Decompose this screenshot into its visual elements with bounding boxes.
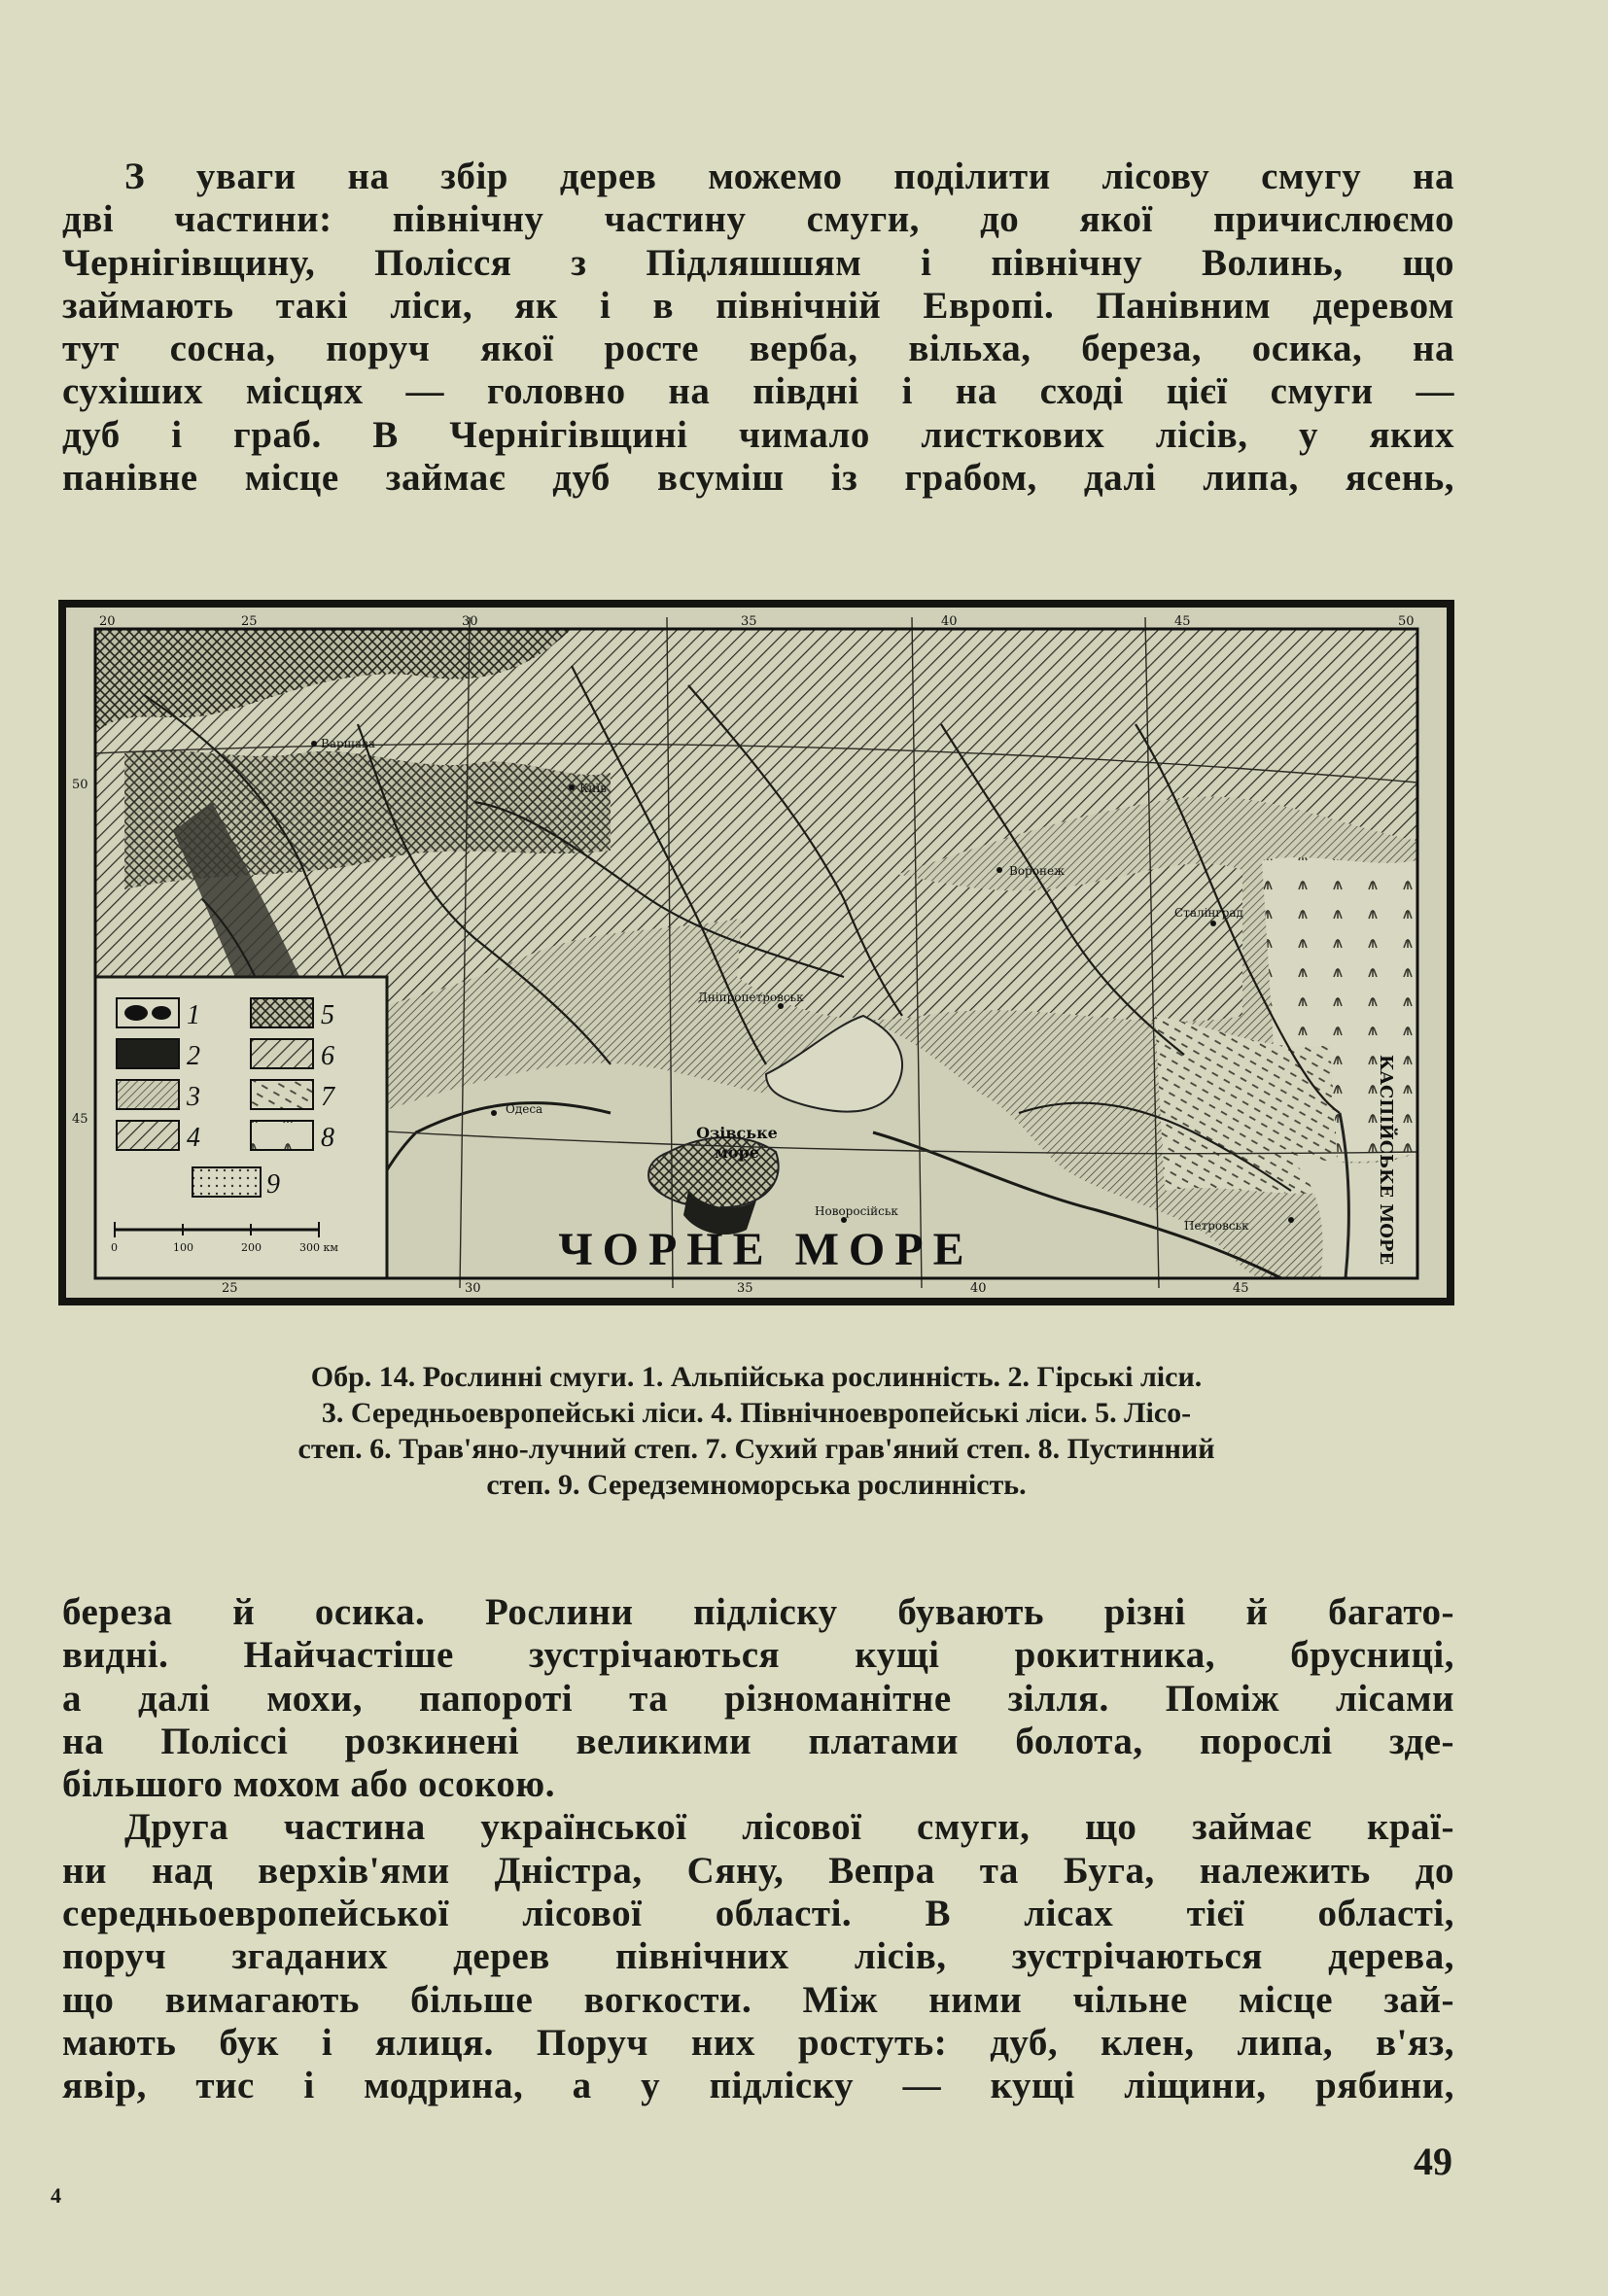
azov-sea-label: море xyxy=(715,1143,759,1162)
text-line: а далі мохи, папороті та різноманітне зілля. Поміж лісами xyxy=(62,1677,1454,1720)
map-place-label: Київ xyxy=(579,782,607,795)
text-line: Чернігівщину, Полісся з Підляшшям і північну Волинь, що xyxy=(62,241,1454,284)
text-line: сухіших місцях — головно на півдні і на сході цієї смуги — xyxy=(62,370,1454,413)
map-legend xyxy=(95,977,387,1278)
text-line: панівне місце займає дуб всуміш із грабом, далі липа, ясень, xyxy=(62,457,1454,500)
scale-label: 100 xyxy=(173,1241,193,1254)
map-place-label: Варшава xyxy=(321,737,375,750)
graticule-top: 40 xyxy=(941,614,958,629)
text-line: займають такі ліси, як і в північній Европі. Панівним деревом xyxy=(62,284,1454,327)
text-line: що вимагають більше вогкости. Між ними чільне місце зай- xyxy=(62,1978,1454,2021)
map-place-label: Одеса xyxy=(506,1102,543,1116)
text-line: ни над верхів'ями Дністра, Сяну, Вепра та Буга, належить до xyxy=(62,1849,1454,1892)
text-line: береза й осика. Рослини підліску бувають різні й багато- xyxy=(62,1591,1454,1633)
page-number: 49 xyxy=(1414,2139,1452,2183)
graticule-bottom: 35 xyxy=(737,1281,753,1296)
black-sea-label: ЧОРНЕ МОРЕ xyxy=(558,1224,974,1275)
legend-number: 5 xyxy=(321,1000,334,1030)
caption-line: степ. 9. Середземноморська рослинність. xyxy=(486,1469,1027,1501)
legend-number: 8 xyxy=(321,1123,334,1153)
map-place-label: Новоросійськ xyxy=(815,1204,898,1218)
text-line: видні. Найчастіше зустрічаються кущі рокитника, брусниці, xyxy=(62,1634,1454,1677)
figure-caption xyxy=(93,1359,1419,1503)
paragraph-forest-belt-intro xyxy=(62,156,1454,500)
graticule-top: 50 xyxy=(1398,614,1415,629)
text-line: на Поліссі розкинені великими платами болота, порослі зде- xyxy=(62,1720,1454,1762)
text-line: Друга частина української лісової смуги, що займає краї- xyxy=(124,1806,1454,1849)
text-line: більшого мохом або осокою. xyxy=(62,1763,555,1806)
text-line: дуб і граб. В Чернігівщині чимало листкових лісів, у яких xyxy=(62,413,1454,456)
text-line: явір, тис і модрина, а у підліску — кущі ліщини, рябини, xyxy=(62,2065,1454,2107)
caption-line: степ. 6. Трав'яно-лучний степ. 7. Сухий грав'яний степ. 8. Пустинний xyxy=(297,1433,1215,1465)
graticule-bottom: 40 xyxy=(970,1281,987,1296)
caption-line: Обр. 14. Рослинні смуги. 1. Альпійська рослинність. 2. Гірські ліси. xyxy=(310,1361,1203,1393)
map-place-label: Воронеж xyxy=(1009,864,1066,878)
signature-mark: 4 xyxy=(51,2183,61,2208)
legend-number: 4 xyxy=(187,1123,200,1153)
scale-label: 200 xyxy=(241,1241,262,1254)
map-place-label: Сталінград xyxy=(1174,906,1243,920)
legend-number: 2 xyxy=(187,1041,200,1071)
graticule-top: 35 xyxy=(741,614,757,629)
legend-number: 7 xyxy=(321,1082,334,1112)
graticule-bottom: 25 xyxy=(222,1281,238,1296)
text-line: дві частини: північну частину смуги, до якої причислюємо xyxy=(62,198,1454,241)
legend-number: 1 xyxy=(187,1000,200,1030)
scale-label: 300 км xyxy=(299,1241,338,1254)
text-line: мають бук і ялиця. Поруч них ростуть: дуб, клен, липа, в'яз, xyxy=(62,2021,1454,2064)
paragraph-undergrowth xyxy=(62,1591,1454,2108)
map-place-label: Петровськ xyxy=(1184,1219,1249,1233)
legend-number: 3 xyxy=(187,1082,200,1112)
text-line: середньоевропейської лісової області. В лісах тієї області, xyxy=(62,1893,1454,1935)
graticule-top: 30 xyxy=(462,614,478,629)
map-graphic xyxy=(66,608,1447,1298)
text-line: З уваги на збір дерев можемо поділити лісову смугу на xyxy=(124,156,1454,197)
graticule-bottom: 45 xyxy=(1233,1281,1249,1296)
map-place-label: Дніпропетровськ xyxy=(698,991,804,1004)
text-line: тут сосна, поруч якої росте верба, вільха, береза, осика, на xyxy=(62,328,1454,370)
scale-label: 0 xyxy=(111,1241,118,1254)
graticule-top: 45 xyxy=(1174,614,1191,629)
graticule-left: 45 xyxy=(72,1112,88,1127)
vegetation-zones-map xyxy=(58,600,1454,1305)
graticule-bottom: 30 xyxy=(465,1281,481,1296)
azov-sea-label: Озівське xyxy=(696,1124,778,1142)
legend-number: 6 xyxy=(321,1041,334,1071)
graticule-left: 50 xyxy=(72,778,88,792)
legend-number: 9 xyxy=(266,1169,280,1200)
text-line: поруч згаданих дерев північних лісів, зустрічаються дерева, xyxy=(62,1935,1454,1978)
graticule-top: 25 xyxy=(241,614,258,629)
caption-line: 3. Середньоевропейські ліси. 4. Північноевропейські ліси. 5. Лісо- xyxy=(321,1397,1192,1429)
graticule-top: 20 xyxy=(99,614,116,629)
caspian-sea-label: КАСПІЙСЬКЕ МОРЕ xyxy=(1376,1055,1396,1266)
